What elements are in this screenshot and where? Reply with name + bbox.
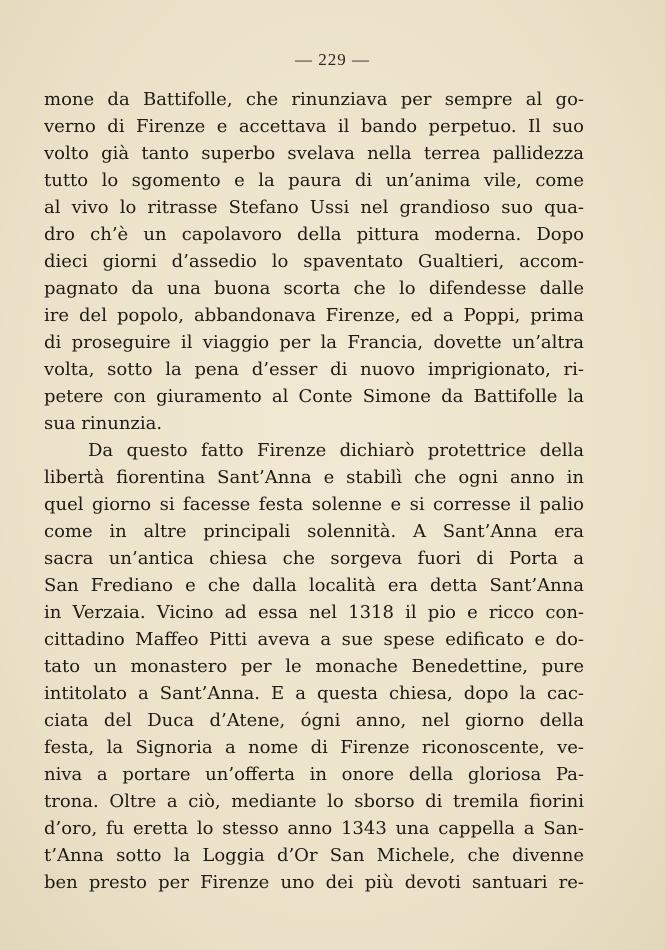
text-line: sacra un’antica chiesa che sorgeva fuori di Porta a <box>44 548 584 569</box>
text-line: trona. Oltre a ciò, mediante lo sborso di tremila fiorini <box>44 791 584 812</box>
text-line: cittadino Maffeo Pitti aveva a sue spese edificato e do- <box>44 629 584 650</box>
text-line: libertà fiorentina Sant’Anna e stabilì che ogni anno in <box>44 467 584 488</box>
text-line: niva a portare un’offerta in onore della gloriosa Pa- <box>44 764 584 785</box>
text-line: al vivo lo ritrasse Stefano Ussi nel grandioso suo qua- <box>44 197 584 218</box>
text-line: quel giorno si facesse festa solenne e si corresse il palio <box>44 494 584 515</box>
text-line: ciata del Duca d’Atene, ógni anno, nel giorno della <box>44 710 584 731</box>
text-line: festa, la Signoria a nome di Firenze riconoscente, ve- <box>44 737 584 758</box>
body-text <box>44 86 584 896</box>
text-line: Da questo fatto Firenze dichiarò protettrice della <box>88 440 584 461</box>
text-line: tutto lo sgomento e la paura di un’anima vile, come <box>44 170 584 191</box>
text-line: ben presto per Firenze uno dei più devoti santuari re- <box>44 872 584 893</box>
text-line: ire del popolo, abbandonava Firenze, ed a Poppi, prima <box>44 305 584 326</box>
text-line: in Verzaia. Vicino ad essa nel 1318 il pio e ricco con- <box>44 602 584 623</box>
text-line: verno di Firenze e accettava il bando perpetuo. Il suo <box>44 116 584 137</box>
text-line: intitolato a Sant’Anna. E a questa chiesa, dopo la cac- <box>44 683 584 704</box>
text-line: di proseguire il viaggio per la Francia, dovette un’altra <box>44 332 584 353</box>
text-line: mone da Battifolle, che rinunziava per sempre al go- <box>44 89 584 110</box>
paragraph <box>44 437 584 896</box>
text-line: dro ch’è un capolavoro della pittura moderna. Dopo <box>44 224 584 245</box>
page-number: — 229 — <box>295 50 370 69</box>
text-line: sua rinunzia. <box>44 413 163 434</box>
text-line: pagnato da una buona scorta che lo difendesse dalle <box>44 278 584 299</box>
text-line: volta, sotto la pena d’esser di nuovo imprigionato, ri- <box>44 359 584 380</box>
text-line: dieci giorni d’assedio lo spaventato Gualtieri, accom- <box>44 251 584 272</box>
text-line: d’oro, fu eretta lo stesso anno 1343 una cappella a San- <box>44 818 584 839</box>
text-line: volto già tanto superbo svelava nella terrea pallidezza <box>44 143 584 164</box>
text-line: t’Anna sotto la Loggia d’Or San Michele, che divenne <box>44 845 584 866</box>
text-line: petere con giuramento al Conte Simone da Battifolle la <box>44 386 584 407</box>
paragraph <box>44 86 584 437</box>
text-line: San Frediano e che dalla località era detta Sant’Anna <box>44 575 584 596</box>
text-line: come in altre principali solennità. A Sant’Anna era <box>44 521 584 542</box>
text-line: tato un monastero per le monache Benedettine, pure <box>44 656 584 677</box>
